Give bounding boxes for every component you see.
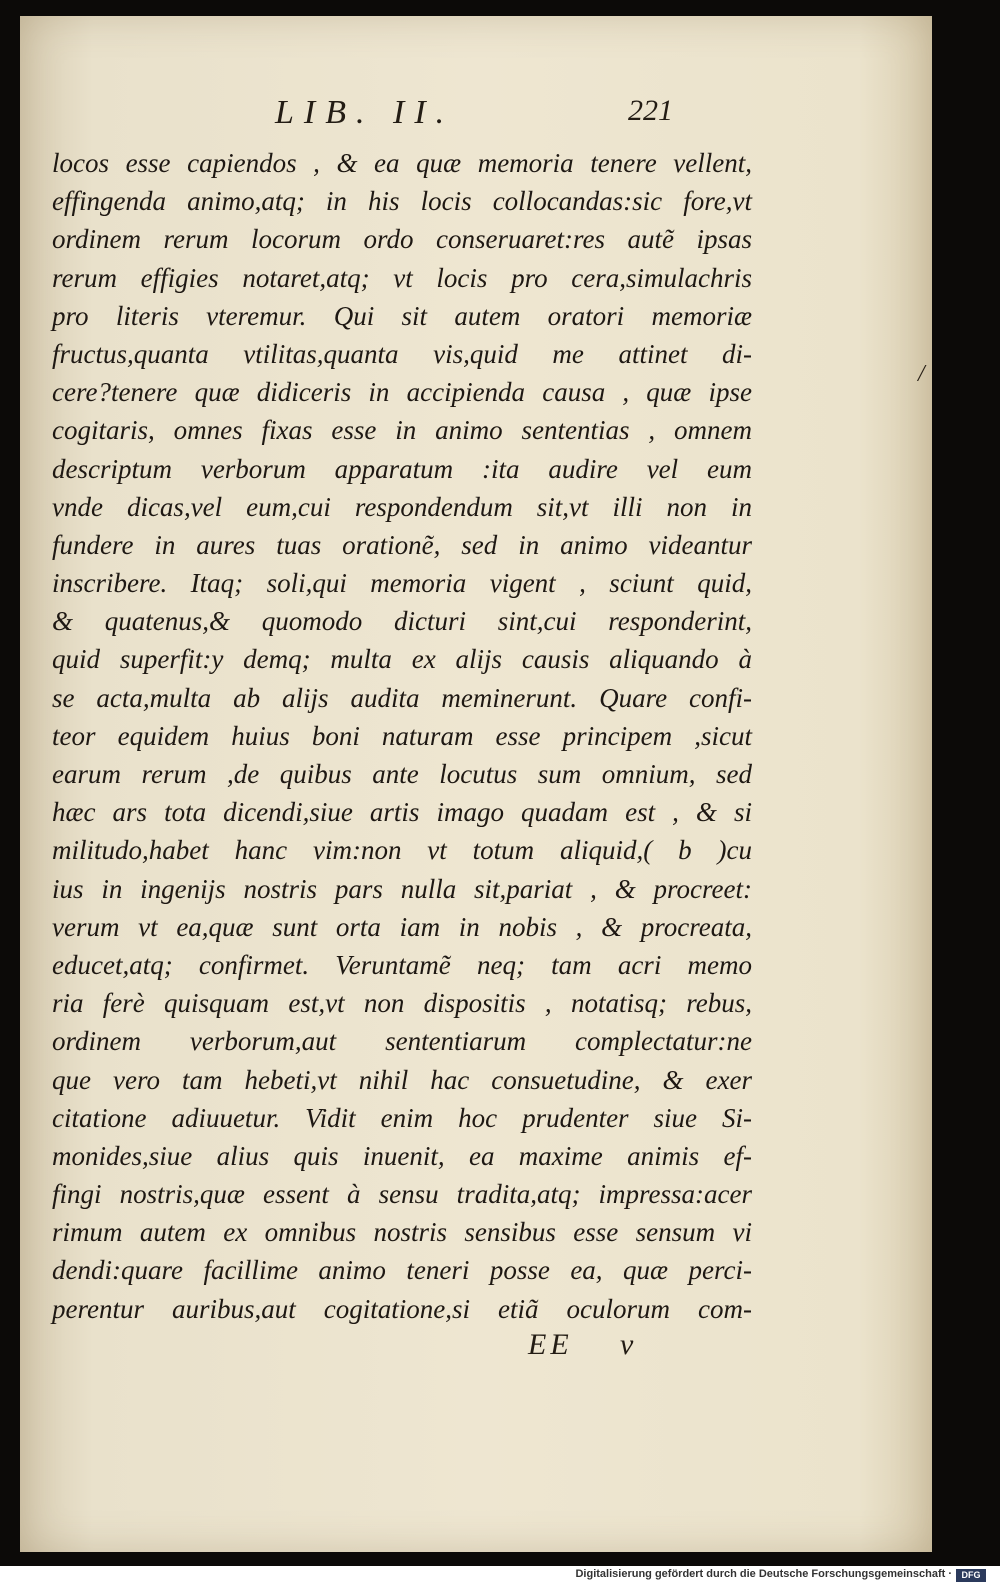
text-line: pro literis vteremur. Qui sit autem oratori memoriæ [52, 300, 752, 331]
body-text [52, 144, 752, 1328]
text-line: descriptum verborum apparatum :ita audire vel eum [52, 453, 752, 484]
scan-border [932, 0, 1000, 1566]
text-line: citatione adiuuetur. Vidit enim hoc prudenter siue Si- [52, 1102, 752, 1133]
text-line: inscribere. Itaq; soli,qui memoria vigent , sciunt quid, [52, 568, 752, 599]
text-line: hæc ars tota dicendi,siue artis imago quadam est , & si [52, 797, 752, 828]
text-line: que vero tam hebeti,vt nihil hac consuetudine, & exer [52, 1064, 752, 1095]
text-line: militudo,habet hanc vim:non vt totum aliquid,( b )cu [52, 835, 752, 866]
text-line: ria ferè quisquam est,vt non dispositis , notatisq; rebus, [52, 988, 752, 1019]
text-line: vnde dicas,vel eum,cui respondendum sit,vt illi non in [52, 491, 752, 522]
text-line: effingenda animo,atq; in his locis collocandas:sic fore,vt [52, 186, 752, 217]
page-number: 221 [628, 94, 673, 127]
running-title: LIB. II. [275, 94, 455, 131]
text-line: fundere in aures tuas orationẽ, sed in animo videantur [52, 529, 752, 560]
dfg-logo-icon: DFG [956, 1569, 986, 1582]
text-line: & quatenus,& quomodo dicturi sint,cui responderint, [52, 606, 752, 637]
text-line: rerum effigies notaret,atq; vt locis pro cera,simulachris [52, 262, 752, 293]
text-line: perentur auribus,aut cogitatione,si etiã oculorum com- [52, 1293, 752, 1324]
text-line: cogitaris, omnes fixas esse in animo sententias , omnem [52, 415, 752, 446]
text-line: educet,atq; confirmet. Veruntamẽ neq; tam acri memo [52, 949, 752, 980]
footer-credit: Digitalisierung gefördert durch die Deutsche Forschungsgemeinschaft · [575, 1568, 952, 1580]
text-line: locos esse capiendos , & ea quæ memoria tenere vellent, [52, 148, 752, 178]
text-line: ordinem rerum locorum ordo conseruaret:res autẽ ipsas [52, 224, 752, 255]
text-line: fructus,quanta vtilitas,quanta vis,quid me attinet di- [52, 338, 752, 369]
signature-letters: EE [528, 1328, 573, 1361]
text-line: ordinem verborum,aut sententiarum complectatur:ne [52, 1026, 752, 1057]
book-page [20, 16, 932, 1552]
text-line: dendi:quare facillime animo teneri posse ea, quæ perci- [52, 1255, 752, 1286]
text-line: se acta,multa ab alijs audita meminerunt. Quare confi- [52, 682, 752, 713]
footer-bar [0, 1566, 1000, 1586]
text-line: earum rerum ,de quibus ante locutus sum omnium, sed [52, 759, 752, 789]
text-line: teor equidem huius boni naturam esse principem ,sicut [52, 720, 752, 751]
text-line: verum vt ea,quæ sunt orta iam in nobis , & procreata, [52, 911, 752, 942]
text-line: rimum autem ex omnibus nostris sensibus esse sensum vi [52, 1217, 752, 1248]
text-line: quid superfit:y demq; multa ex alijs causis aliquando à [52, 644, 752, 675]
text-line: fingi nostris,quæ essent à sensu tradita,atq; impressa:acer [52, 1179, 752, 1210]
text-line: cere?tenere quæ didiceris in accipienda causa , quæ ipse [52, 377, 752, 408]
text-line: ius in ingenijs nostris pars nulla sit,pariat , & procreet: [52, 873, 752, 904]
signature-suffix: v [620, 1328, 634, 1361]
text-line: monides,siue alius quis inuenit, ea maxime animis ef- [52, 1140, 752, 1171]
margin-mark: / [918, 361, 925, 387]
